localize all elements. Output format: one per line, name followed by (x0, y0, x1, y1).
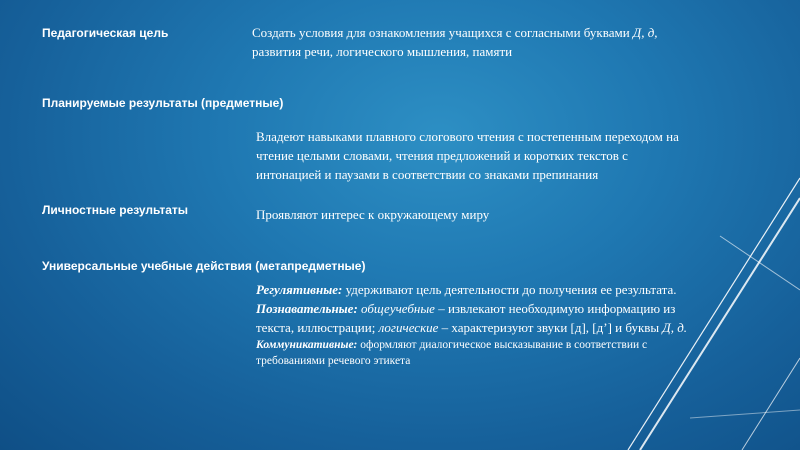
personal-results-label: Личностные результаты (42, 203, 189, 217)
regulatory-label: Регулятивные: (256, 282, 343, 297)
cognitive-text-1: – извлекают необходимую информацию из (434, 301, 676, 316)
deco-line (690, 410, 800, 418)
regulatory-text: удерживают цель деятельности до получения ее результата. (342, 282, 677, 297)
uud-label: Универсальные учебные действия (метапредметные) (42, 259, 366, 273)
goal-line-2: развития речи, логического мышления, памяти (252, 44, 513, 59)
uud-text (256, 280, 687, 369)
subject-results-label: Планируемые результаты (предметные) (42, 96, 284, 110)
deco-line (742, 358, 800, 450)
personal-results-text: Проявляют интерес к окружающему миру (256, 207, 490, 222)
goal-line-1: Создать условия для ознакомления учащихся с согласными буквами (252, 25, 633, 40)
goal-text (252, 23, 658, 61)
subject-results-line-1: Владеют навыками плавного слогового чтения с постепенным переходом на (256, 129, 679, 144)
goal-letters: Д, д, (632, 25, 658, 40)
goal-label: Педагогическая цель (42, 26, 169, 40)
cognitive-letters: Д, д. (662, 320, 688, 335)
cognitive-text-2: текста, иллюстрации; (256, 320, 379, 335)
cognitive-logical-label: логические (378, 320, 439, 335)
cognitive-text-3: – характеризуют звуки [д], [д’] и буквы (438, 320, 663, 335)
communicative-text-1: оформляют диалогическое высказывание в соответствии с (357, 339, 648, 351)
subject-results-line-2: чтение целыми словами, чтения предложений и коротких текстов с (256, 148, 628, 163)
communicative-text-2: требованиями речевого этикета (256, 355, 411, 367)
cognitive-general-label: общеучебные (361, 301, 435, 316)
subject-results-text (256, 127, 679, 184)
cognitive-label: Познавательные: (256, 301, 358, 316)
deco-line (720, 236, 800, 290)
communicative-label: Коммуникативные: (256, 339, 358, 351)
subject-results-line-3: интонацией и паузами в соответствии со знаками препинания (256, 167, 599, 182)
